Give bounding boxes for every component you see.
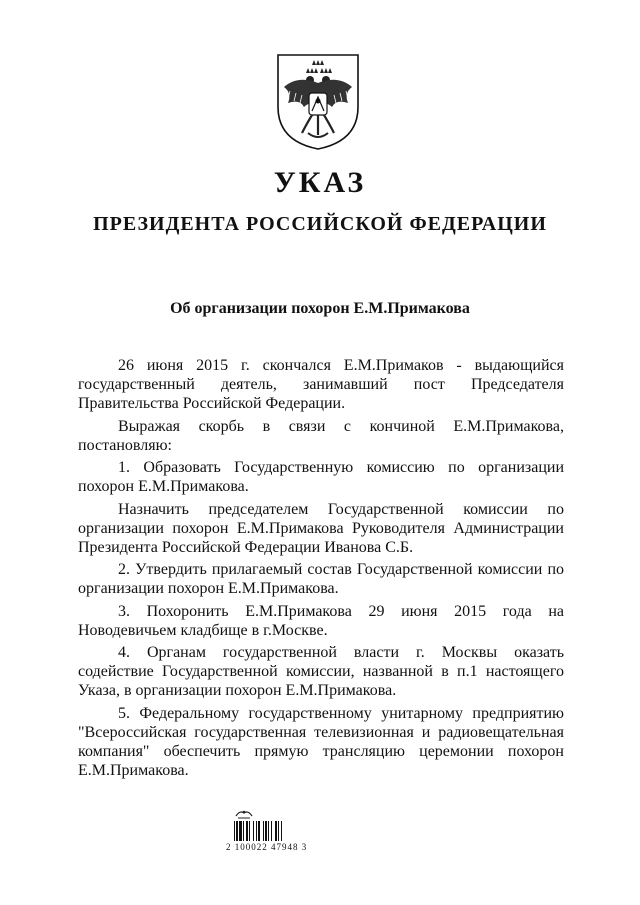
paragraph: 4. Органам государственной власти г. Москвы оказать содействие Государственной комиссии, названной в п.1 настоящего Указа, в организации похорон Е.М.Примакова. xyxy=(78,644,564,699)
barcode-number: 2 100022 47948 3 xyxy=(226,842,308,852)
document-body xyxy=(78,356,564,783)
barcode-area xyxy=(226,807,426,857)
paragraph: 1. Образовать Государственную комиссию по организации похорон Е.М.Примакова. xyxy=(78,459,564,495)
small-emblem-stamp-icon xyxy=(234,807,254,819)
barcode-icon xyxy=(234,821,298,841)
paragraph: 3. Похоронить Е.М.Примакова 29 июня 2015 года на Новодевичьем кладбище в г.Москве. xyxy=(78,602,564,639)
paragraph: 2. Утвердить прилагаемый состав Государственной комиссии по организации похорон Е.М.Примакова. xyxy=(78,561,564,597)
document-heading: Об организации похорон Е.М.Примакова xyxy=(170,300,470,317)
paragraph: 26 июня 2015 г. скончался Е.М.Примаков - выдающийся государственный деятель, занимавший пост Председателя Правительства Российской Федерации. xyxy=(78,357,564,412)
decree-subtitle: ПРЕЗИДЕНТА РОССИЙСКОЙ ФЕДЕРАЦИИ xyxy=(93,213,547,235)
paragraph: Назначить председателем Государственной комиссии по организации похорон Е.М.Примакова Руководителя Администрации Президента Российской Федерации Иванова С.Б. xyxy=(78,500,564,556)
paragraph: Выражая скорбь в связи с кончиной Е.М.Примакова, постановляю: xyxy=(78,417,564,454)
paragraph: 5. Федеральному государственному унитарному предприятию "Всероссийская государственная телевизионная и радиовещательная компания" обеспечить прямую трансляцию церемонии похорон Е.М.Примакова. xyxy=(78,704,564,779)
russian-coat-of-arms-icon xyxy=(276,53,360,151)
decree-title: УКАЗ xyxy=(273,166,367,199)
